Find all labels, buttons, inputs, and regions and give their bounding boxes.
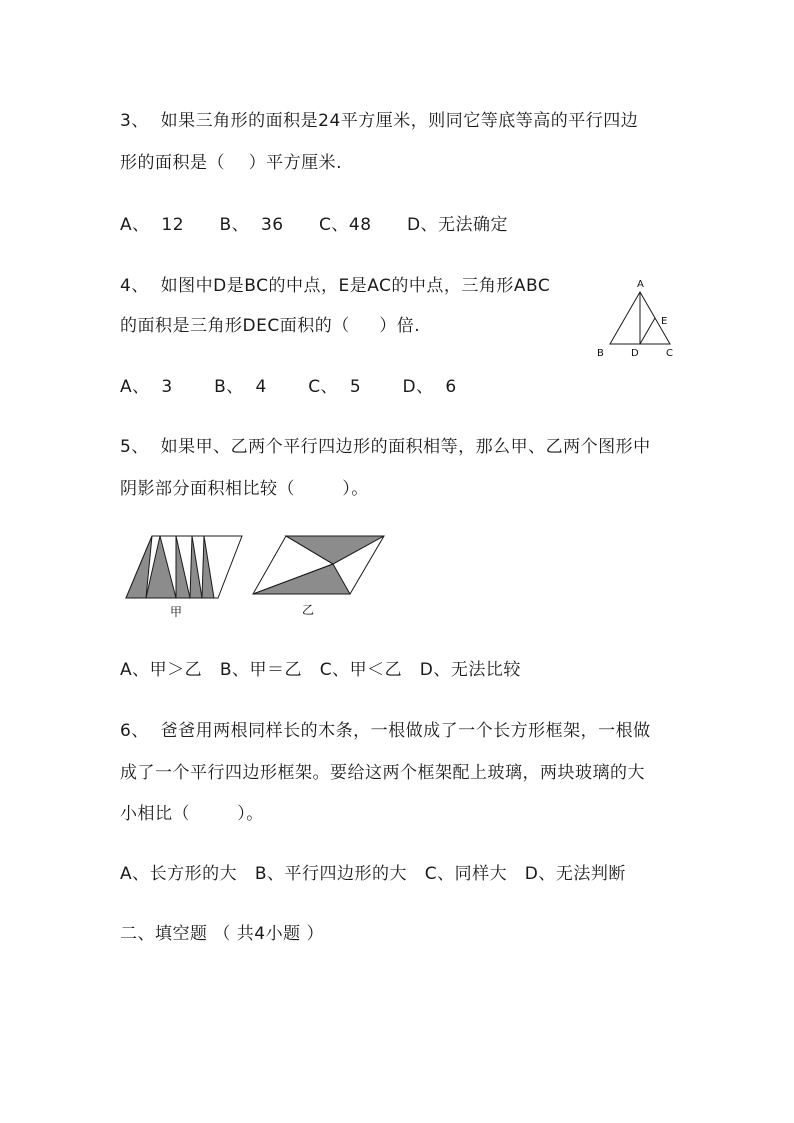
q3-stem-line1: 3、 如果三角形的面积是24平方厘米，则同它等底等高的平行四边	[120, 111, 639, 131]
q6-stem-line3: 小相比（ ）。	[120, 804, 264, 824]
vertex-b-label: B	[597, 348, 604, 359]
q4-options: A、 3 B、 4 C、 5 D、 6	[120, 377, 457, 397]
q5-stem-line2: 阴影部分面积相比较（ ）。	[120, 479, 369, 499]
label-yi: 乙	[302, 603, 315, 617]
q4-triangle-figure	[592, 274, 682, 364]
q5-stem-line1: 5、 如果甲、乙两个平行四边形的面积相等，那么甲、乙两个图形中	[120, 437, 651, 457]
label-jia: 甲	[170, 605, 183, 619]
q3-options: A、 12 B、 36 C、48 D、无法确定	[120, 215, 509, 235]
q3-stem-line2: 形的面积是（ ）平方厘米.	[120, 153, 343, 173]
q5-parallelograms-figure	[118, 528, 393, 624]
midpoint-d-label: D	[631, 348, 639, 359]
q6-options: A、长方形的大 B、平行四边形的大 C、同样大 D、无法判断	[120, 864, 626, 884]
midpoint-e-label: E	[661, 316, 668, 327]
q4-stem-line2: 的面积是三角形DEC面积的（ ）倍.	[120, 316, 421, 336]
q5-options: A、甲＞乙 B、甲＝乙 C、甲＜乙 D、无法比较	[120, 660, 521, 680]
q6-stem-line1: 6、 爸爸用两根同样长的木条，一根做成了一个长方形框架，一根做	[120, 721, 651, 741]
q4-stem-line1: 4、 如图中D是BC的中点，E是AC的中点，三角形ABC	[120, 276, 551, 296]
q6-stem-line2: 成了一个平行四边形框架。要给这两个框架配上玻璃，两块玻璃的大	[120, 763, 645, 783]
section-2-title: 二、填空题 （ 共4小题 ）	[120, 924, 325, 944]
vertex-a-label: A	[637, 279, 644, 290]
vertex-c-label: C	[666, 348, 673, 359]
